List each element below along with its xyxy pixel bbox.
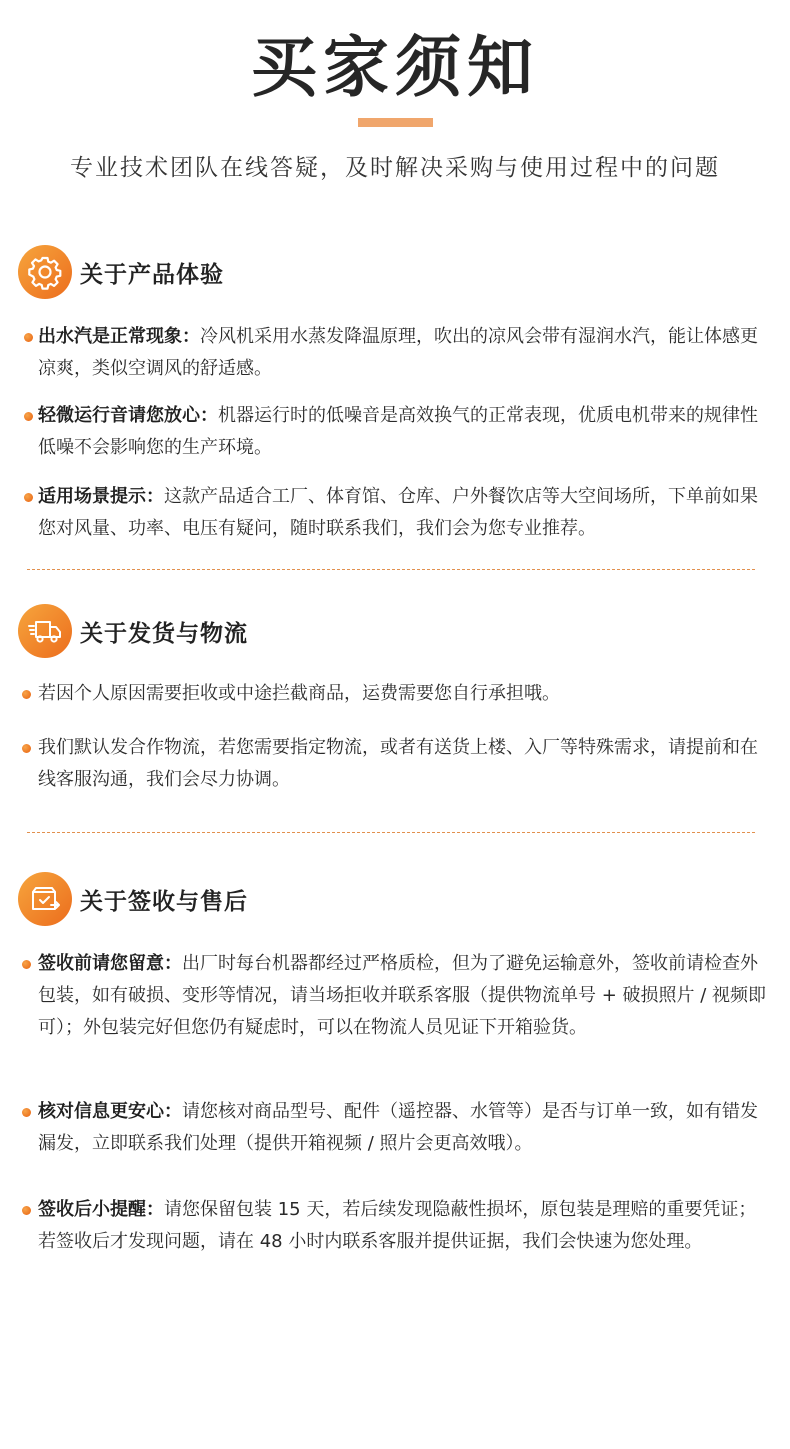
item-heading: 核对信息更安心： xyxy=(38,1101,182,1122)
list-item xyxy=(24,481,768,545)
list-item xyxy=(24,400,768,464)
item-text: 机器运行时的低噪音是高效换气的正常表现，优质电机带来的规律性低噪不会影响您的生产环境。 xyxy=(38,405,758,458)
item-heading: 签收前请您留意： xyxy=(38,953,182,974)
section-divider xyxy=(27,569,755,570)
section-title: 关于签收与售后 xyxy=(80,888,248,915)
list-item xyxy=(24,732,768,796)
delivery-truck-icon xyxy=(18,604,72,658)
section-header-aftersales xyxy=(18,871,248,927)
list-item xyxy=(24,1194,768,1258)
bullet-dot xyxy=(24,412,33,421)
section-divider xyxy=(27,832,755,833)
item-heading: 适用场景提示： xyxy=(38,486,164,507)
item-text: 请您保留包装 15 天，若后续发现隐蔽性损坏，原包装是理赔的重要凭证；若签收后才发现问题，请在 48 小时内联系客服并提供证据，我们会快速为您处理。 xyxy=(38,1199,757,1252)
list-item xyxy=(24,1096,768,1160)
section-header-shipping xyxy=(18,603,248,659)
section-title: 关于发货与物流 xyxy=(80,620,248,647)
list-item xyxy=(24,948,768,1044)
item-text: 这款产品适合工厂、体育馆、仓库、户外餐饮店等大空间场所，下单前如果您对风量、功率、电压有疑问，随时联系我们，我们会为您专业推荐。 xyxy=(38,486,758,539)
bullet-dot xyxy=(22,1206,31,1215)
title-underline xyxy=(358,118,433,127)
item-text: 冷风机采用水蒸发降温原理，吹出的凉风会带有湿润水汽，能让体感更凉爽，类似空调风的舒适感。 xyxy=(38,326,758,379)
item-text: 我们默认发合作物流，若您需要指定物流，或者有送货上楼、入厂等特殊需求，请提前和在线客服沟通，我们会尽力协调。 xyxy=(38,737,758,790)
bullet-dot xyxy=(24,333,33,342)
page-subtitle: 专业技术团队在线答疑，及时解决采购与使用过程中的问题 xyxy=(70,155,720,181)
bullet-dot xyxy=(24,493,33,502)
page-title: 买家须知 xyxy=(251,29,539,106)
bullet-dot xyxy=(22,1108,31,1117)
bullet-dot xyxy=(22,960,31,969)
item-text: 若因个人原因需要拒收或中途拦截商品，运费需要您自行承担哦。 xyxy=(38,683,560,704)
package-return-icon xyxy=(18,872,72,926)
gear-icon xyxy=(18,245,72,299)
bullet-dot xyxy=(22,690,31,699)
item-heading: 轻微运行音请您放心： xyxy=(38,405,218,426)
list-item xyxy=(24,321,768,385)
bullet-dot xyxy=(22,744,31,753)
section-header-product xyxy=(18,244,224,300)
item-text: 请您核对商品型号、配件（遥控器、水管等）是否与订单一致，如有错发漏发，立即联系我们处理（提供开箱视频 / 照片会更高效哦）。 xyxy=(38,1101,758,1154)
item-heading: 出水汽是正常现象： xyxy=(38,326,200,347)
list-item xyxy=(24,678,768,710)
item-heading: 签收后小提醒： xyxy=(38,1199,164,1220)
item-text: 出厂时每台机器都经过严格质检，但为了避免运输意外，签收前请检查外包装，如有破损、变形等情况，请当场拒收并联系客服（提供物流单号 + 破损照片 / 视频即可）；外包装完好但您仍有疑虑时，可以在物流人员见证下开箱验货。 xyxy=(38,953,767,1038)
section-title: 关于产品体验 xyxy=(80,261,224,288)
